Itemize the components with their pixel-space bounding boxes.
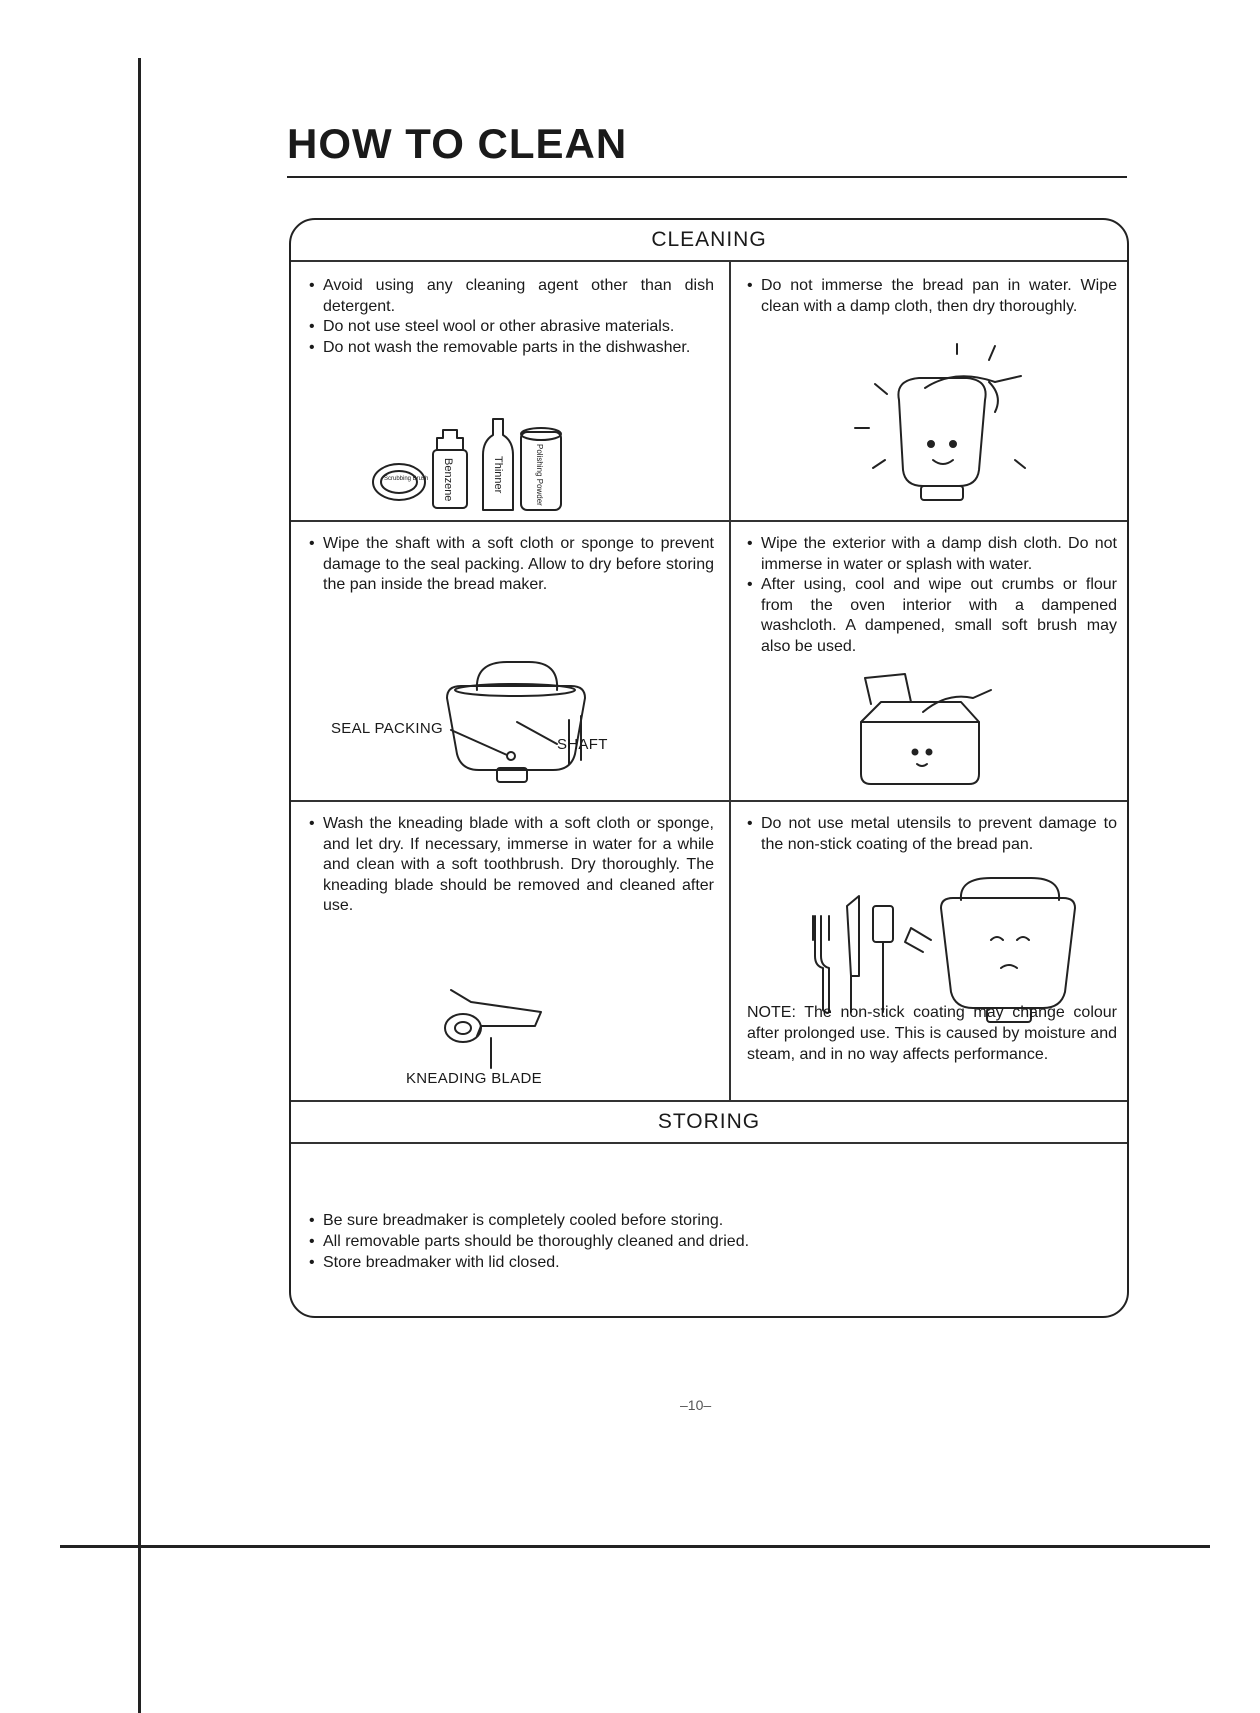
divider-storing-bottom bbox=[291, 1142, 1127, 1144]
list-middle-left bbox=[309, 534, 714, 596]
label-seal-packing: SEAL PACKING bbox=[331, 720, 443, 737]
cell-bottom-left bbox=[309, 814, 714, 917]
bread-pan-icon bbox=[941, 898, 1075, 1008]
list-bottom-left bbox=[309, 814, 714, 917]
note-text: NOTE: The non-stick coating may change colour after prolonged use. This is caused by moisture and steam, and in no way affects performance. bbox=[747, 1004, 1117, 1063]
kneading-blade-illustration bbox=[431, 980, 551, 1070]
divider-vertical bbox=[729, 260, 731, 1100]
list-storing bbox=[309, 1210, 1109, 1273]
divider-storing-top bbox=[291, 1100, 1127, 1102]
divider-row-2 bbox=[291, 800, 1127, 802]
list-item: • Do not use steel wool or other abrasive materials. bbox=[309, 317, 714, 338]
left-margin-rule bbox=[138, 58, 141, 1713]
title-underline bbox=[287, 176, 1127, 178]
bottom-rule bbox=[60, 1545, 1210, 1548]
list-top-right bbox=[747, 276, 1117, 317]
cell-top-left bbox=[309, 276, 714, 358]
bottle-label-thinner: Thinner bbox=[492, 456, 504, 494]
list-top-left bbox=[309, 276, 714, 358]
bottle-label-benzene: Benzene bbox=[442, 458, 454, 502]
bread-maker-wiping-illustration bbox=[851, 672, 991, 790]
cell-top-right bbox=[747, 276, 1117, 317]
cell-middle-left bbox=[309, 534, 714, 596]
divider-header bbox=[291, 260, 1127, 262]
page-number: –10– bbox=[680, 1397, 712, 1413]
spatula-icon bbox=[873, 906, 893, 942]
kneading-blade-icon bbox=[451, 990, 541, 1036]
cell-bottom-right bbox=[747, 814, 1117, 855]
list-middle-right bbox=[747, 534, 1117, 657]
list-item: • Do not immerse the bread pan in water. Wipe clean with a damp cloth, then dry thoroughly. bbox=[747, 276, 1117, 317]
fork-icon bbox=[813, 916, 829, 1013]
cleaning-panel bbox=[289, 218, 1129, 1318]
bottle-label-scrubbing: Scrubbing Brush bbox=[384, 476, 429, 482]
open-lid-icon bbox=[865, 674, 911, 704]
knife-icon bbox=[847, 896, 859, 1012]
list-item: • Wipe the exterior with a damp dish cloth. Do not immerse in water or splash with water. bbox=[747, 534, 1117, 575]
list-item: • Wash the kneading blade with a soft cloth or sponge, and let dry. If necessary, immerse in water for a while and clean with a soft toothbrush. Dry thoroughly. The kneading blade should be removed and cleaned after use. bbox=[309, 814, 714, 917]
list-item: • Do not wash the removable parts in the dishwasher. bbox=[309, 338, 714, 359]
cleaning-agents-illustration bbox=[371, 410, 601, 515]
page-title: HOW TO CLEAN bbox=[287, 120, 628, 167]
pan-handle-icon bbox=[961, 878, 1059, 900]
label-shaft: SHAFT bbox=[557, 736, 608, 753]
wiping-bread-pan-illustration bbox=[839, 340, 1039, 510]
cell-bottom-right-note bbox=[747, 1002, 1117, 1065]
list-bottom-right bbox=[747, 814, 1117, 855]
list-item: • All removable parts should be thoroughly cleaned and dried. bbox=[309, 1231, 1109, 1252]
list-item: • Be sure breadmaker is completely cooled before storing. bbox=[309, 1210, 1109, 1231]
benzene-bottle-icon bbox=[437, 430, 463, 450]
wiping-hand-icon bbox=[925, 376, 1021, 412]
list-item: • Do not use metal utensils to prevent damage to the non-stick coating of the bread pan. bbox=[747, 814, 1117, 855]
storing-heading: STORING bbox=[657, 1110, 761, 1133]
shaft-leader-line bbox=[517, 720, 561, 750]
label-kneading-blade: KNEADING BLADE bbox=[406, 1070, 542, 1087]
bottle-label-polishing: Polishing Powder bbox=[535, 444, 544, 506]
list-item: • Avoid using any cleaning agent other than dish detergent. bbox=[309, 276, 714, 317]
cell-middle-right bbox=[747, 534, 1117, 657]
storing-section bbox=[309, 1210, 1109, 1273]
list-item: • Wipe the shaft with a soft cloth or sponge to prevent damage to the seal packing. Allow to dry before storing the pan inside the bread maker. bbox=[309, 534, 714, 596]
divider-row-1 bbox=[291, 520, 1127, 522]
shaft-icon bbox=[507, 752, 515, 760]
list-item: • After using, cool and wipe out crumbs or flour from the oven interior with a dampened washcloth. A dampened, small soft brush may also be used. bbox=[747, 575, 1117, 657]
bread-pan-icon bbox=[898, 378, 985, 486]
bread-maker-icon bbox=[861, 702, 979, 784]
cleaning-heading: CLEANING bbox=[651, 228, 767, 251]
stop-hand-icon bbox=[905, 928, 931, 952]
list-item: • Store breadmaker with lid closed. bbox=[309, 1252, 1109, 1273]
